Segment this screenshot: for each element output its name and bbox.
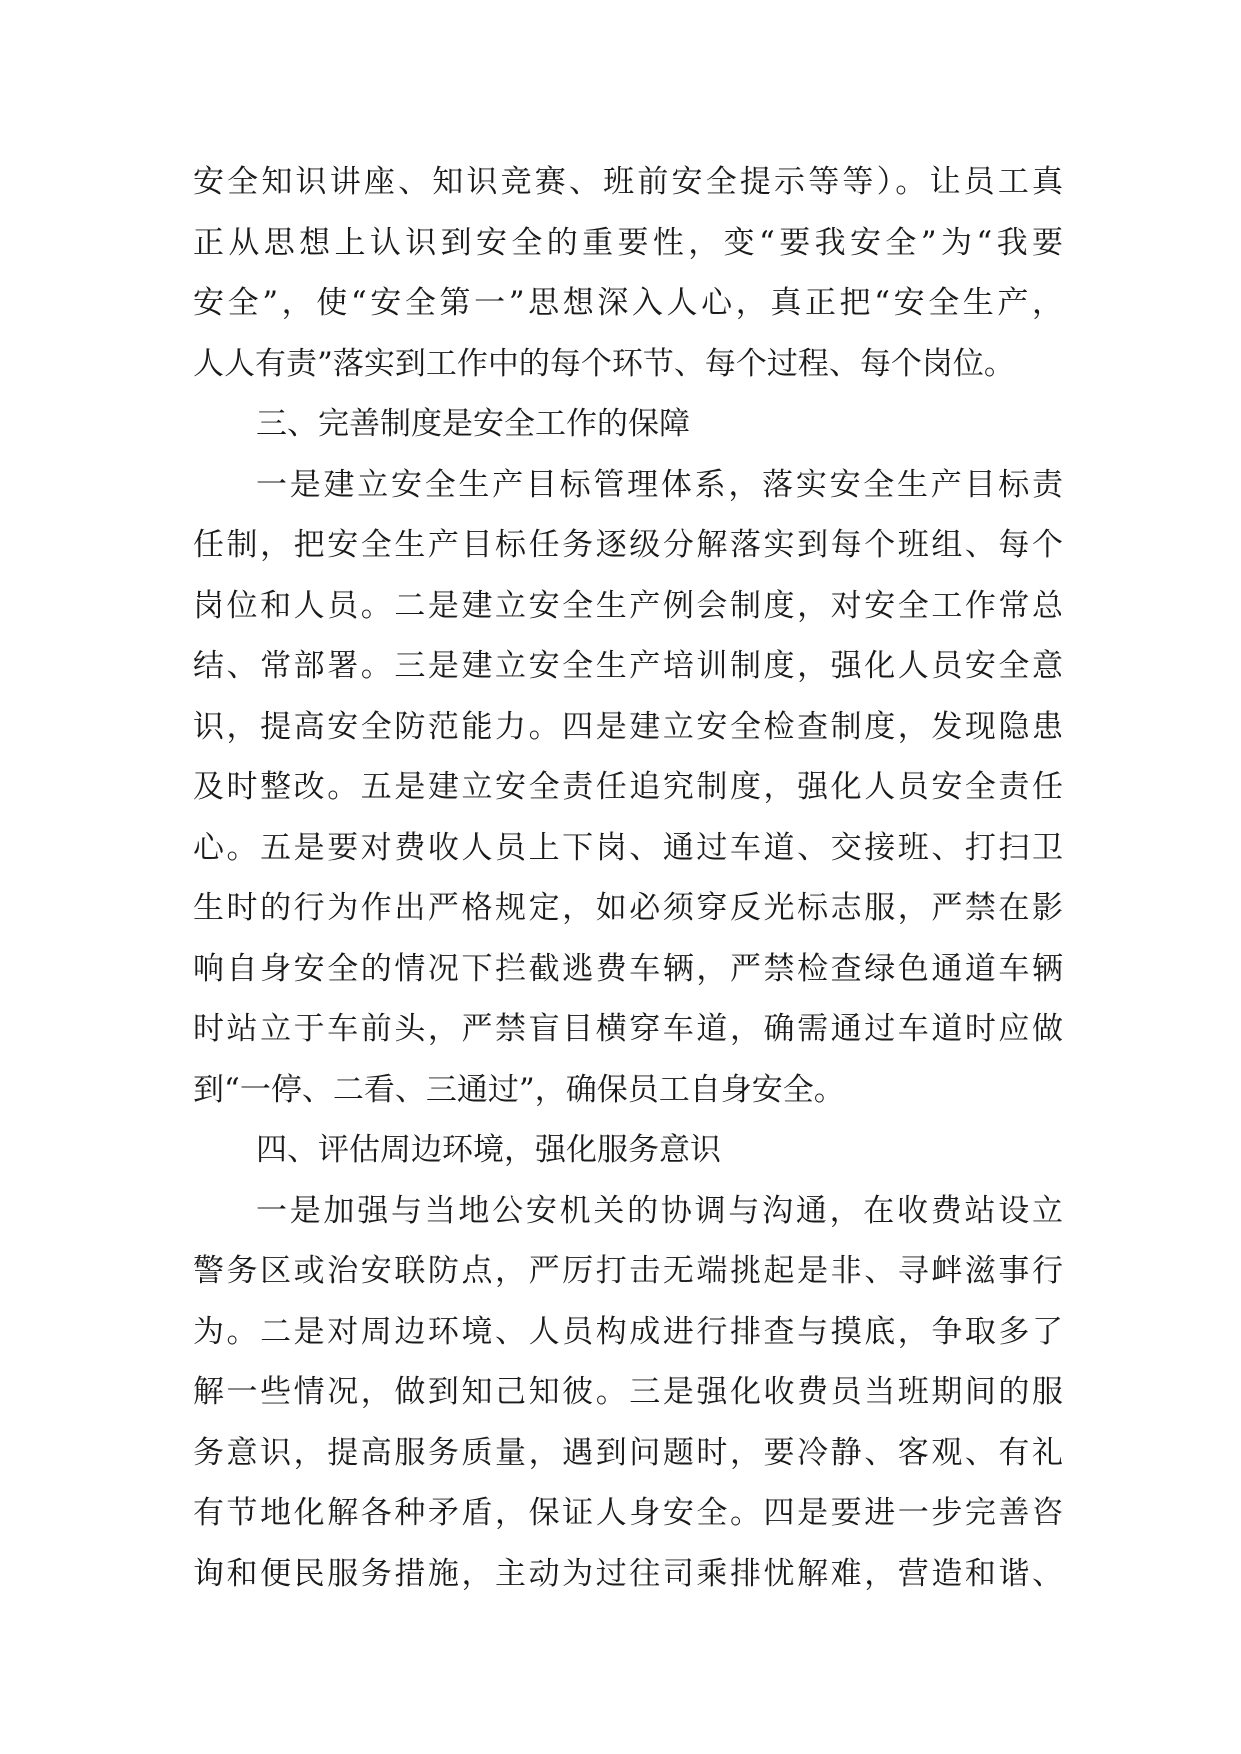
- text-line: 心。五是要对费收人员上下岗、通过车道、交接班、打扫卫: [193, 829, 1063, 866]
- text-line: 结、常部署。三是建立安全生产培训制度，强化人员安全意: [193, 648, 1063, 684]
- text-line: 任制，把安全生产目标任务逐级分解落实到每个班组、每个: [193, 527, 1063, 563]
- text-line: 正从思想上认识到安全的重要性，变“要我安全”为“我要: [193, 224, 1063, 261]
- text-line: 到“一停、二看、三通过”，确保员工自身安全。: [193, 1071, 845, 1108]
- text-line: 有节地化解各种矛盾，保证人身安全。四是要进一步完善咨: [193, 1495, 1063, 1531]
- text-line: 岗位和人员。二是建立安全生产例会制度，对安全工作常总: [193, 587, 1063, 624]
- text-line: 务意识，提高服务质量，遇到问题时，要冷静、客观、有礼: [193, 1434, 1063, 1471]
- text-line: 生时的行为作出严格规定，如必须穿反光标志服，严禁在影: [193, 890, 1063, 926]
- text-line: 询和便民服务措施，主动为过往司乘排忧解难，营造和谐、: [193, 1555, 1063, 1592]
- text-line: 警务区或治安联防点，严厉打击无端挑起是非、寻衅滋事行: [193, 1253, 1063, 1289]
- text-line: 识，提高安全防范能力。四是建立安全检查制度，发现隐患: [193, 708, 1063, 745]
- text-line: 解一些情况，做到知己知彼。三是强化收费员当班期间的服: [193, 1374, 1063, 1410]
- section-heading: 四、评估周边环境，强化服务意识: [256, 1132, 721, 1168]
- text-line: 一是加强与当地公安机关的协调与沟通，在收费站设立: [256, 1192, 1063, 1229]
- text-line: 及时整改。五是建立安全责任追究制度，强化人员安全责任: [193, 769, 1063, 805]
- text-line: 为。二是对周边环境、人员构成进行排查与摸底，争取多了: [193, 1313, 1063, 1350]
- text-line: 安全知识讲座、知识竞赛、班前安全提示等等）。让员工真: [193, 164, 1063, 200]
- text-line: 安全”，使“安全第一”思想深入人心，真正把“安全生产，: [193, 285, 1063, 321]
- text-line: 人人有责”落实到工作中的每个环节、每个过程、每个岗位。: [193, 345, 1015, 382]
- text-line: 响自身安全的情况下拦截逃费车辆，严禁检查绿色通道车辆: [193, 950, 1063, 987]
- text-line: 时站立于车前头，严禁盲目横穿车道，确需通过车道时应做: [193, 1011, 1063, 1047]
- body-text: [193, 152, 1063, 1604]
- text-line: 一是建立安全生产目标管理体系，落实安全生产目标责: [256, 466, 1063, 503]
- section-heading: 三、完善制度是安全工作的保障: [256, 406, 690, 442]
